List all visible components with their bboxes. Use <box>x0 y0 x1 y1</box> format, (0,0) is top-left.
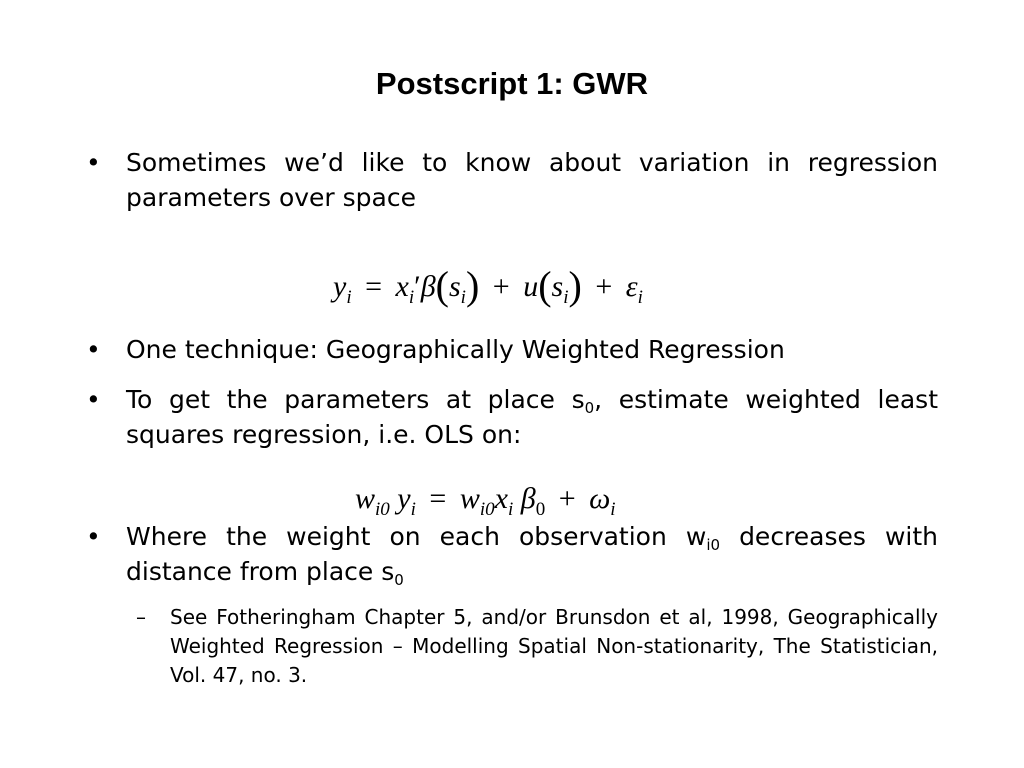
bullet-4-text <box>126 519 938 589</box>
bullet-dot: • <box>86 148 101 177</box>
bullet-3-text <box>126 382 938 452</box>
eq1-sub-i: i <box>408 287 415 308</box>
eq2-beta: β <box>520 482 536 515</box>
bullet-dot: • <box>86 335 101 364</box>
eq2-sub-i: i <box>610 499 616 520</box>
slide-title: Postscript 1: GWR <box>375 66 649 101</box>
eq1-x: x <box>395 270 409 303</box>
bullet-4-sub2: 0 <box>394 571 404 589</box>
eq1-epsilon: ε <box>625 270 638 303</box>
eq1-u: u <box>523 270 539 303</box>
eq1-sub-i: i <box>563 287 569 308</box>
eq2-sub-i0: i0 <box>479 499 495 520</box>
sub-bullet <box>136 603 938 690</box>
bullet-3-text-a: To get the parameters at place s <box>126 385 585 414</box>
bullet-4 <box>86 519 938 589</box>
eq1-equals: = <box>365 270 383 303</box>
eq1-plus: + <box>492 270 510 303</box>
eq1-lparen: ( <box>538 263 552 308</box>
bullet-4-text-b: decreases with distance from place s <box>126 522 938 586</box>
eq1-beta: β <box>420 270 436 303</box>
eq1-sub-i: i <box>346 287 352 308</box>
bullet-4-sub: i0 <box>706 536 721 554</box>
eq2-plus: + <box>558 482 576 515</box>
eq1-rparen: ) <box>568 263 582 308</box>
bullet-1-text: Sometimes we’d like to know about variation in regression parameters over space <box>126 148 938 212</box>
eq2-sub-i0: i0 <box>375 499 390 520</box>
bullet-3-sub: 0 <box>584 399 595 417</box>
eq2-y: y <box>397 482 411 515</box>
eq1-s: s <box>551 270 564 303</box>
eq2-omega: ω <box>589 482 611 515</box>
eq1-rparen: ) <box>465 263 480 308</box>
equation-2 <box>355 482 616 520</box>
eq1-sub-i: i <box>460 287 466 308</box>
bullet-dot: • <box>86 522 101 551</box>
eq2-x: x <box>494 482 508 515</box>
bullet-3-text-b: , estimate weighted least squares regression, i.e. OLS on: <box>126 385 938 449</box>
bullet-4-text-a: Where the weight on each observation w <box>126 522 707 551</box>
eq1-plus: + <box>595 270 613 303</box>
bullet-1 <box>86 145 938 215</box>
eq2-w: w <box>355 482 376 515</box>
eq2-w: w <box>459 482 480 515</box>
bullet-dot: • <box>86 385 101 414</box>
eq1-s: s <box>448 270 461 303</box>
sub-bullet-text: See Fotheringham Chapter 5, and/or Brunsdon et al, 1998, Geographically Weighted Regression – Modelling Spatial Non-stationarity, The Statistician, Vol. 47, no. 3. <box>170 605 938 687</box>
eq2-equals: = <box>429 482 447 515</box>
eq2-sub-i: i <box>507 499 514 520</box>
bullet-2-text: One technique: Geographically Weighted Regression <box>126 335 785 364</box>
eq1-y: y <box>333 270 347 303</box>
eq2-sub-0: 0 <box>535 499 546 520</box>
eq1-prime: ′ <box>414 270 421 303</box>
eq1-sub-i: i <box>637 287 643 308</box>
eq2-sub-i: i <box>410 499 416 520</box>
eq1-lparen: ( <box>435 263 449 308</box>
bullet-2 <box>86 332 938 367</box>
equation-1 <box>333 262 643 309</box>
sub-bullet-dash: – <box>136 605 146 629</box>
bullet-3 <box>86 382 938 452</box>
